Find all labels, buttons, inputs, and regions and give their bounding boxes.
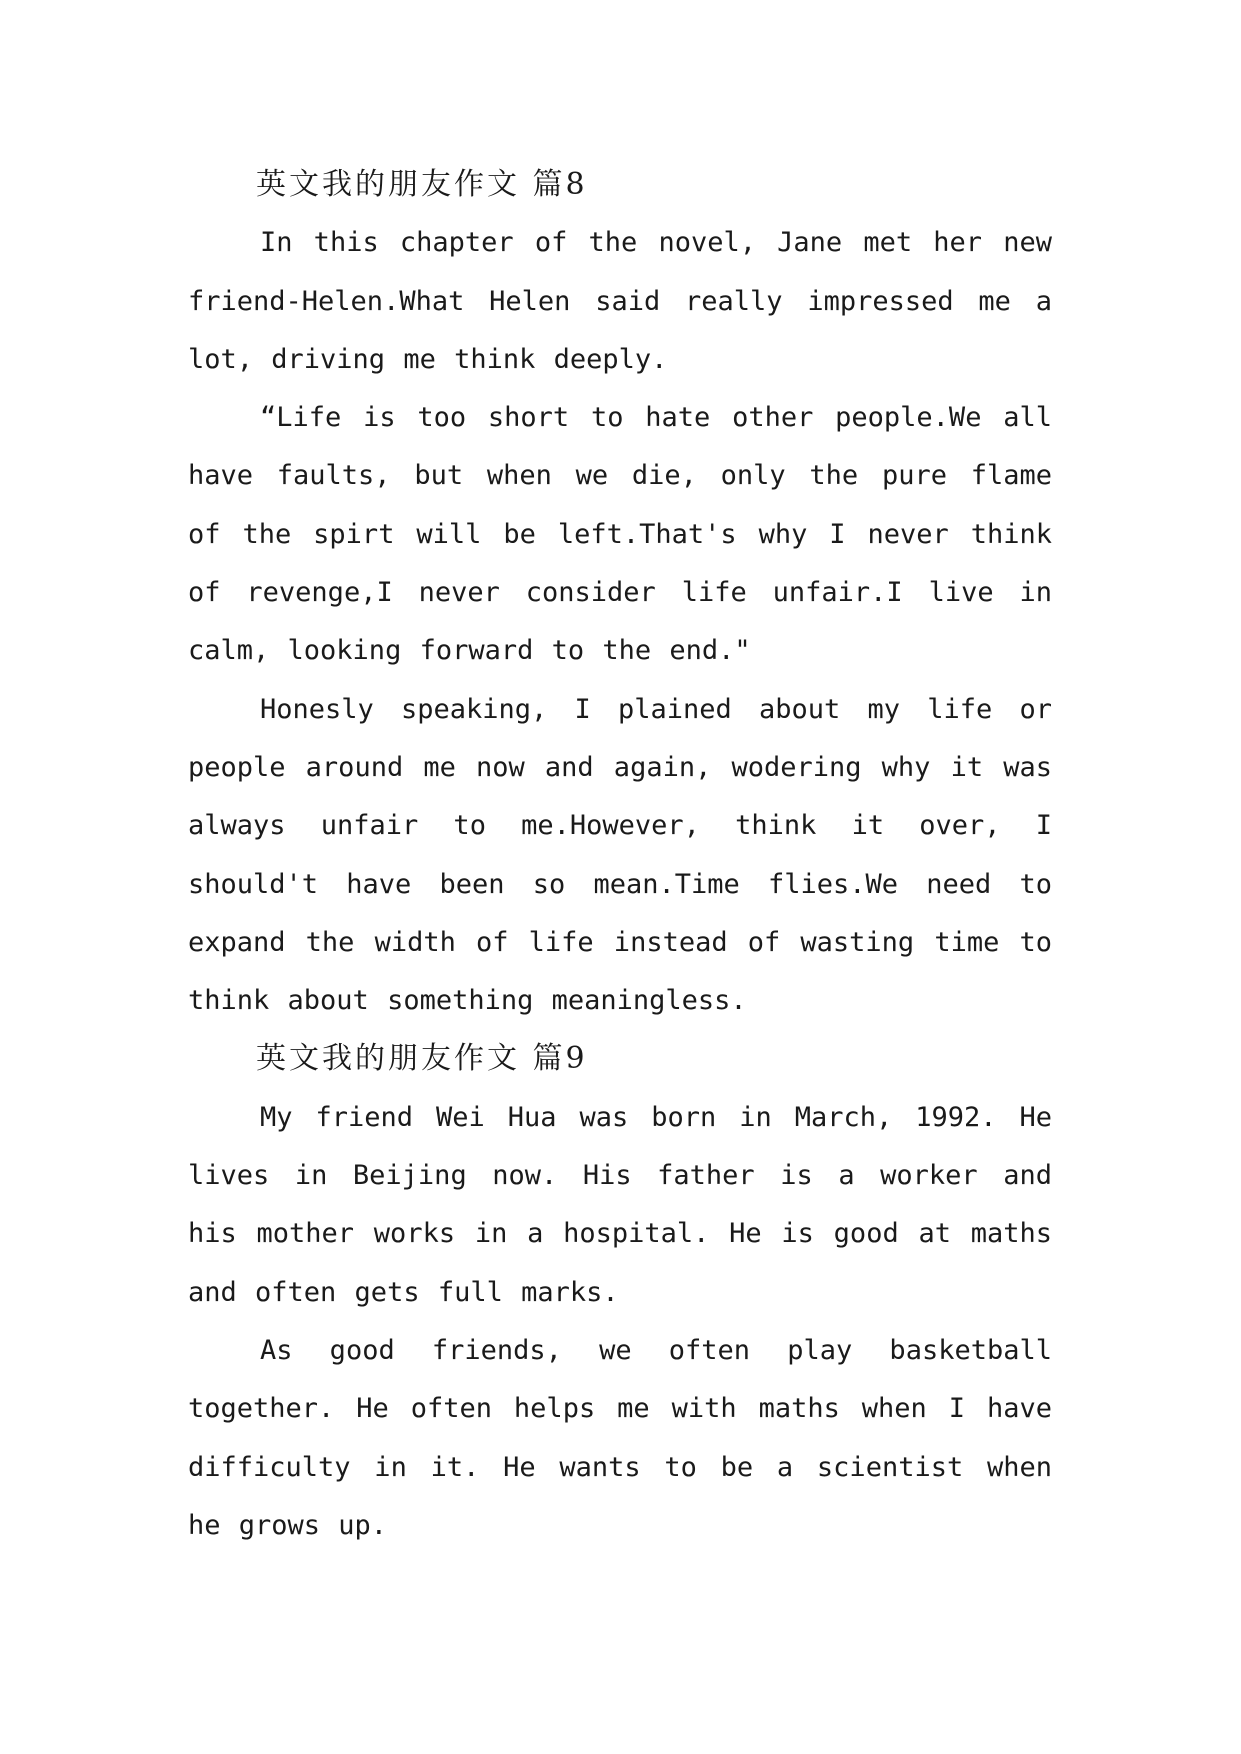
paragraph: Honesly speaking, I plained about my life or people around me now and again, wodering why it was always unfair to me.However, think it over, I should't have been so mean.Time flies.We need to expand the width of life instead of wasting time to think about something meaningless. — [188, 693, 1052, 1017]
paragraph: In this chapter of the novel, Jane met her new friend-Helen.What Helen said really impressed me a lot, driving me think deeply. — [188, 227, 1052, 375]
paragraph: “Life is too short to hate other people.We all have faults, but when we die, only the pure flame of the spirt will be left.That's why I never think of revenge,I never consider life unfair.I live in calm, looking forward to the end." — [188, 402, 1052, 667]
section-heading: 英文我的朋友作文 篇9 — [256, 1041, 588, 1077]
document-body — [188, 156, 1052, 1555]
paragraph: As good friends, we often play basketball together. He often helps me with maths when I have difficulty in it. He wants to be a scientist when he grows up. — [188, 1334, 1052, 1541]
paragraph: My friend Wei Hua was born in March, 1992. He lives in Beijing now. His father is a worker and his mother works in a hospital. He is good at maths and often gets full marks. — [188, 1101, 1052, 1308]
section-heading: 英文我的朋友作文 篇8 — [256, 167, 588, 202]
